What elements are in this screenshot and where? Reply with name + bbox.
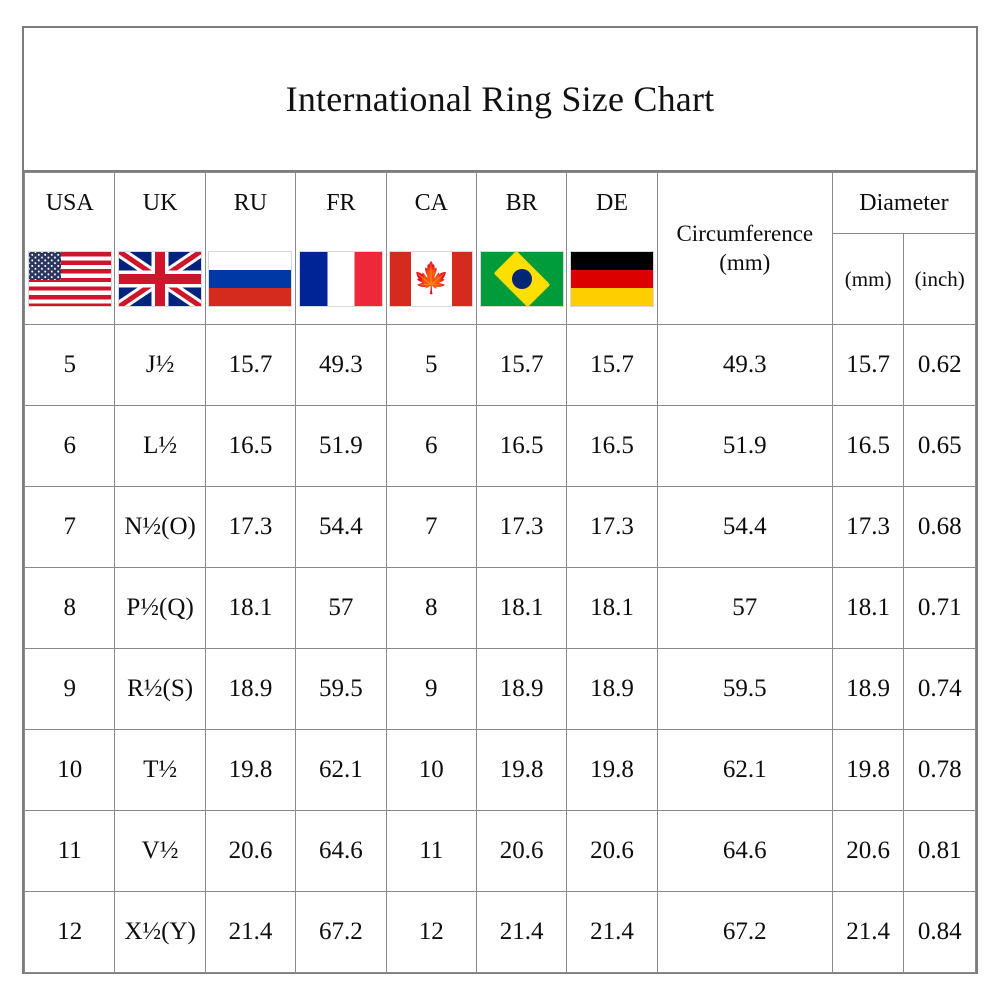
cell-usa: 6 [25,406,115,487]
cell-circumference: 51.9 [657,406,832,487]
cell-uk: L½ [115,406,205,487]
cell-ru: 17.3 [205,487,295,568]
cell-uk: X½(Y) [115,892,205,973]
flag-canada-icon: 🍁 [386,234,476,325]
column-header-uk: UK [115,173,205,234]
cell-br: 16.5 [476,406,566,487]
cell-diameter-mm: 20.6 [832,811,904,892]
column-header-fr: FR [296,173,386,234]
cell-circumference: 67.2 [657,892,832,973]
cell-de: 18.1 [567,568,657,649]
cell-usa: 8 [25,568,115,649]
cell-de: 19.8 [567,730,657,811]
cell-usa: 11 [25,811,115,892]
cell-ca: 6 [386,406,476,487]
cell-diameter-mm: 15.7 [832,325,904,406]
table-row [25,892,976,973]
cell-ca: 5 [386,325,476,406]
cell-de: 15.7 [567,325,657,406]
cell-circumference: 49.3 [657,325,832,406]
cell-usa: 10 [25,730,115,811]
table-header-flags [25,234,976,325]
cell-ru: 15.7 [205,325,295,406]
cell-br: 17.3 [476,487,566,568]
cell-de: 16.5 [567,406,657,487]
cell-uk: R½(S) [115,649,205,730]
cell-ca: 8 [386,568,476,649]
cell-circumference: 62.1 [657,730,832,811]
cell-usa: 5 [25,325,115,406]
cell-diameter-inch: 0.81 [904,811,976,892]
column-header-usa: USA [25,173,115,234]
table-row [25,649,976,730]
table-row [25,568,976,649]
column-header-ca: CA [386,173,476,234]
cell-fr: 59.5 [296,649,386,730]
flag-usa-icon [25,234,115,325]
column-header-de: DE [567,173,657,234]
column-header-circumference [657,173,832,325]
cell-br: 21.4 [476,892,566,973]
cell-uk: N½(O) [115,487,205,568]
cell-fr: 51.9 [296,406,386,487]
cell-ca: 11 [386,811,476,892]
cell-uk: T½ [115,730,205,811]
cell-diameter-inch: 0.84 [904,892,976,973]
cell-usa: 7 [25,487,115,568]
cell-ca: 10 [386,730,476,811]
cell-circumference: 59.5 [657,649,832,730]
cell-ca: 9 [386,649,476,730]
cell-circumference: 54.4 [657,487,832,568]
cell-diameter-mm: 21.4 [832,892,904,973]
cell-diameter-inch: 0.74 [904,649,976,730]
cell-ru: 18.1 [205,568,295,649]
table-body [25,325,976,973]
cell-uk: V½ [115,811,205,892]
flag-brazil-icon [476,234,566,325]
cell-diameter-mm: 17.3 [832,487,904,568]
column-header-diameter-inch: (inch) [904,234,976,325]
cell-diameter-mm: 18.9 [832,649,904,730]
cell-ru: 19.8 [205,730,295,811]
cell-fr: 67.2 [296,892,386,973]
cell-fr: 62.1 [296,730,386,811]
ring-size-table [24,172,976,973]
cell-de: 20.6 [567,811,657,892]
cell-ca: 12 [386,892,476,973]
cell-br: 18.1 [476,568,566,649]
table-row [25,730,976,811]
column-header-diameter-mm: (mm) [832,234,904,325]
table-row [25,406,976,487]
cell-de: 18.9 [567,649,657,730]
cell-usa: 12 [25,892,115,973]
table-header-labels [25,173,976,234]
cell-diameter-mm: 19.8 [832,730,904,811]
cell-diameter-inch: 0.71 [904,568,976,649]
flag-germany-icon [567,234,657,325]
flag-russia-icon [205,234,295,325]
circumference-label-line2: (mm) [719,249,771,275]
cell-uk: P½(Q) [115,568,205,649]
column-header-br: BR [476,173,566,234]
cell-fr: 54.4 [296,487,386,568]
flag-france-icon [296,234,386,325]
cell-usa: 9 [25,649,115,730]
cell-diameter-inch: 0.65 [904,406,976,487]
cell-de: 17.3 [567,487,657,568]
circumference-label-line1: Circumference [676,220,814,246]
table-row [25,487,976,568]
cell-br: 19.8 [476,730,566,811]
cell-ru: 21.4 [205,892,295,973]
cell-fr: 64.6 [296,811,386,892]
cell-ca: 7 [386,487,476,568]
cell-diameter-mm: 18.1 [832,568,904,649]
page-title: International Ring Size Chart [24,28,976,172]
cell-br: 20.6 [476,811,566,892]
table-row [25,811,976,892]
cell-br: 18.9 [476,649,566,730]
cell-de: 21.4 [567,892,657,973]
flag-uk-icon [115,234,205,325]
cell-fr: 49.3 [296,325,386,406]
column-header-ru: RU [205,173,295,234]
cell-diameter-inch: 0.78 [904,730,976,811]
cell-ru: 16.5 [205,406,295,487]
cell-ru: 18.9 [205,649,295,730]
cell-diameter-inch: 0.68 [904,487,976,568]
cell-uk: J½ [115,325,205,406]
cell-diameter-inch: 0.62 [904,325,976,406]
table-row [25,325,976,406]
cell-ru: 20.6 [205,811,295,892]
cell-fr: 57 [296,568,386,649]
cell-circumference: 64.6 [657,811,832,892]
cell-circumference: 57 [657,568,832,649]
cell-diameter-mm: 16.5 [832,406,904,487]
cell-br: 15.7 [476,325,566,406]
ring-size-chart [22,26,978,974]
column-header-diameter: Diameter [832,173,975,234]
